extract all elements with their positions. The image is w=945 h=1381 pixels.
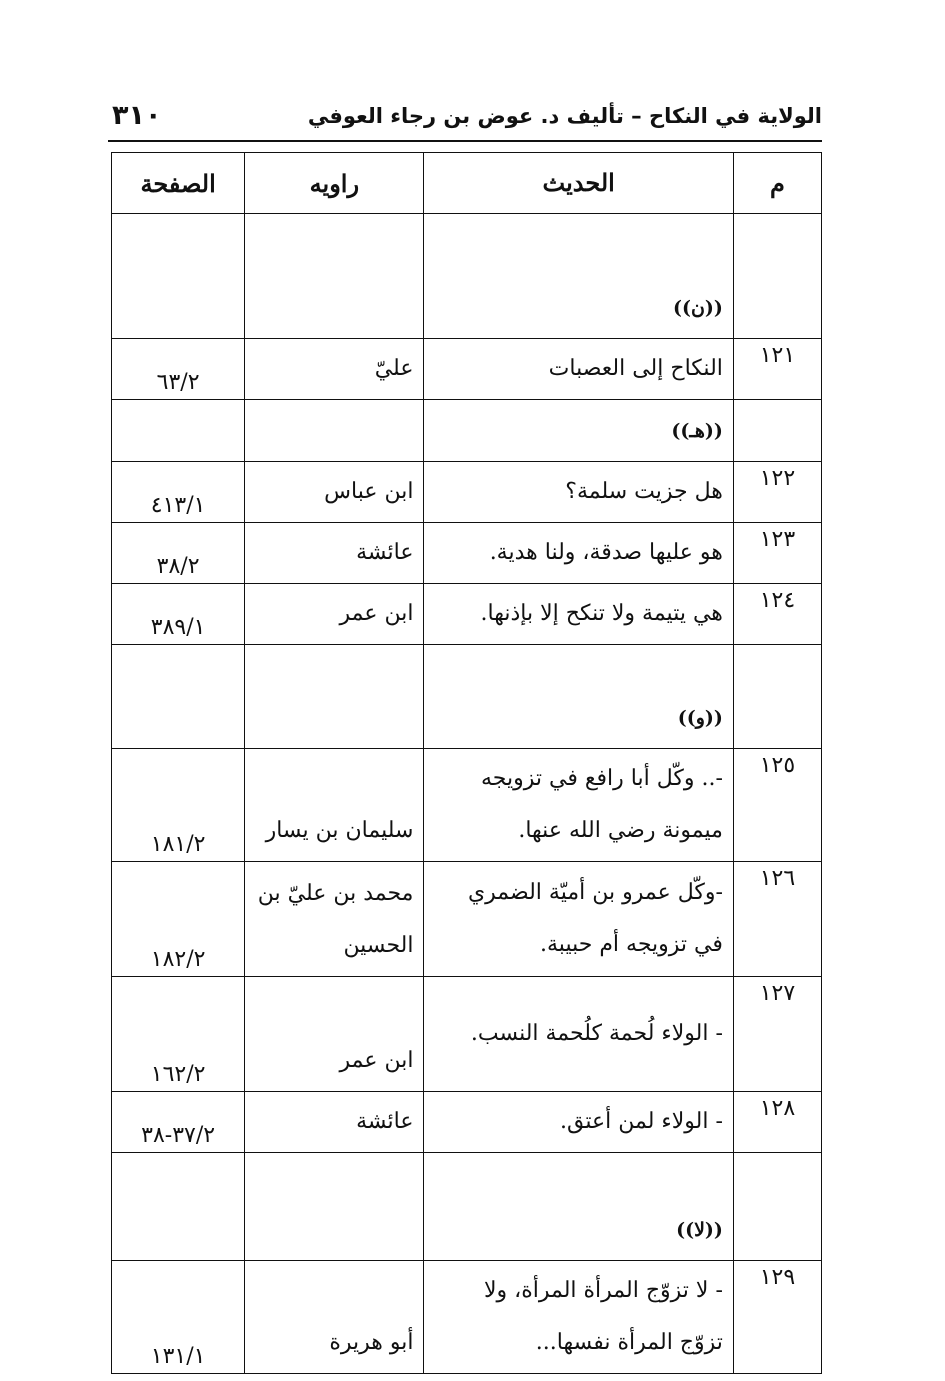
empty-cell (245, 400, 424, 462)
empty-cell (245, 645, 424, 749)
hadith-text: - لا تزوّج المرأة المرأة، ولا تزوّج المرأة نفسها... (424, 1261, 733, 1374)
hadith-text: -.. وكّل أبا رافع في تزويجه ميمونة رضي الله عنها. (424, 749, 733, 862)
narrator: عائشة (245, 1092, 424, 1153)
hadith-number: ١٢٥ (733, 749, 821, 862)
empty-cell (733, 1153, 821, 1261)
page-number: ٣١٠ (112, 100, 162, 131)
table-row (112, 1092, 822, 1153)
page-reference: ٤١٣/١ (112, 462, 245, 523)
hadith-text: هي يتيمة ولا تنكح إلا بإذنها. (424, 584, 733, 645)
table-row (112, 862, 822, 977)
column-header-page: الصفحة (112, 153, 245, 214)
table-row (112, 462, 822, 523)
hadith-number: ١٢٤ (733, 584, 821, 645)
narrator: عائشة (245, 523, 424, 584)
narrator: عليّ (245, 339, 424, 400)
page-reference: ١٦٢/٢ (112, 977, 245, 1092)
narrator: ابن عباس (245, 462, 424, 523)
table-row (112, 1261, 822, 1374)
hadith-number: ١٢٢ (733, 462, 821, 523)
letter-section-row (112, 645, 822, 749)
hadith-number: ١٢٦ (733, 862, 821, 977)
table-row (112, 584, 822, 645)
page-reference: ٦٣/٢ (112, 339, 245, 400)
letter-section-mark: ((لا)) (424, 1153, 733, 1261)
letter-section-row (112, 1153, 822, 1261)
table-row (112, 977, 822, 1092)
hadith-text: -وكّل عمرو بن أميّة الضمري في تزويجه أم حبيبة. (424, 862, 733, 977)
hadith-number: ١٢٧ (733, 977, 821, 1092)
page-reference: ١٨١/٢ (112, 749, 245, 862)
letter-section-mark: ((هـ)) (424, 400, 733, 462)
table-header-row (112, 153, 822, 214)
page-reference: ٣٨/٢ (112, 523, 245, 584)
narrator: ابن عمر (245, 977, 424, 1092)
empty-cell (733, 214, 821, 339)
empty-cell (112, 1153, 245, 1261)
empty-cell (112, 645, 245, 749)
hadith-text: هل جزيت سلمة؟ (424, 462, 733, 523)
page-reference: ١٨٢/٢ (112, 862, 245, 977)
hadith-number: ١٢٩ (733, 1261, 821, 1374)
column-header-narrator: راويه (245, 153, 424, 214)
hadith-number: ١٢٣ (733, 523, 821, 584)
empty-cell (112, 400, 245, 462)
page-reference: ٣٨٩/١ (112, 584, 245, 645)
table-row (112, 523, 822, 584)
empty-cell (245, 1153, 424, 1261)
letter-section-row (112, 400, 822, 462)
empty-cell (245, 214, 424, 339)
hadith-text: - الولاء لُحمة كلُحمة النسب. (424, 977, 733, 1092)
letter-section-mark: ((ن)) (424, 214, 733, 339)
page-reference: ٣٧/٢-٣٨ (112, 1092, 245, 1153)
hadith-text: النكاح إلى العصبات (424, 339, 733, 400)
narrator: محمد بن عليّ بن الحسين (245, 862, 424, 977)
hadith-text: هو عليها صدقة، ولنا هدية. (424, 523, 733, 584)
page-header (108, 98, 822, 142)
empty-cell (733, 645, 821, 749)
letter-section-mark: ((و)) (424, 645, 733, 749)
empty-cell (733, 400, 821, 462)
hadith-index-table (111, 152, 822, 1374)
narrator: أبو هريرة (245, 1261, 424, 1374)
letter-section-row (112, 214, 822, 339)
table-row (112, 749, 822, 862)
hadith-number: ١٢١ (733, 339, 821, 400)
hadith-text: - الولاء لمن أعتق. (424, 1092, 733, 1153)
table-row (112, 339, 822, 400)
narrator: ابن عمر (245, 584, 424, 645)
column-header-hadith: الحديث (424, 153, 733, 214)
page-reference: ١٣١/١ (112, 1261, 245, 1374)
hadith-number: ١٢٨ (733, 1092, 821, 1153)
header-rule (108, 140, 822, 142)
running-title: الولاية في النكاح – تأليف د. عوض بن رجاء العوفي (307, 104, 822, 128)
narrator: سليمان بن يسار (245, 749, 424, 862)
column-header-number: م (733, 153, 821, 214)
empty-cell (112, 214, 245, 339)
